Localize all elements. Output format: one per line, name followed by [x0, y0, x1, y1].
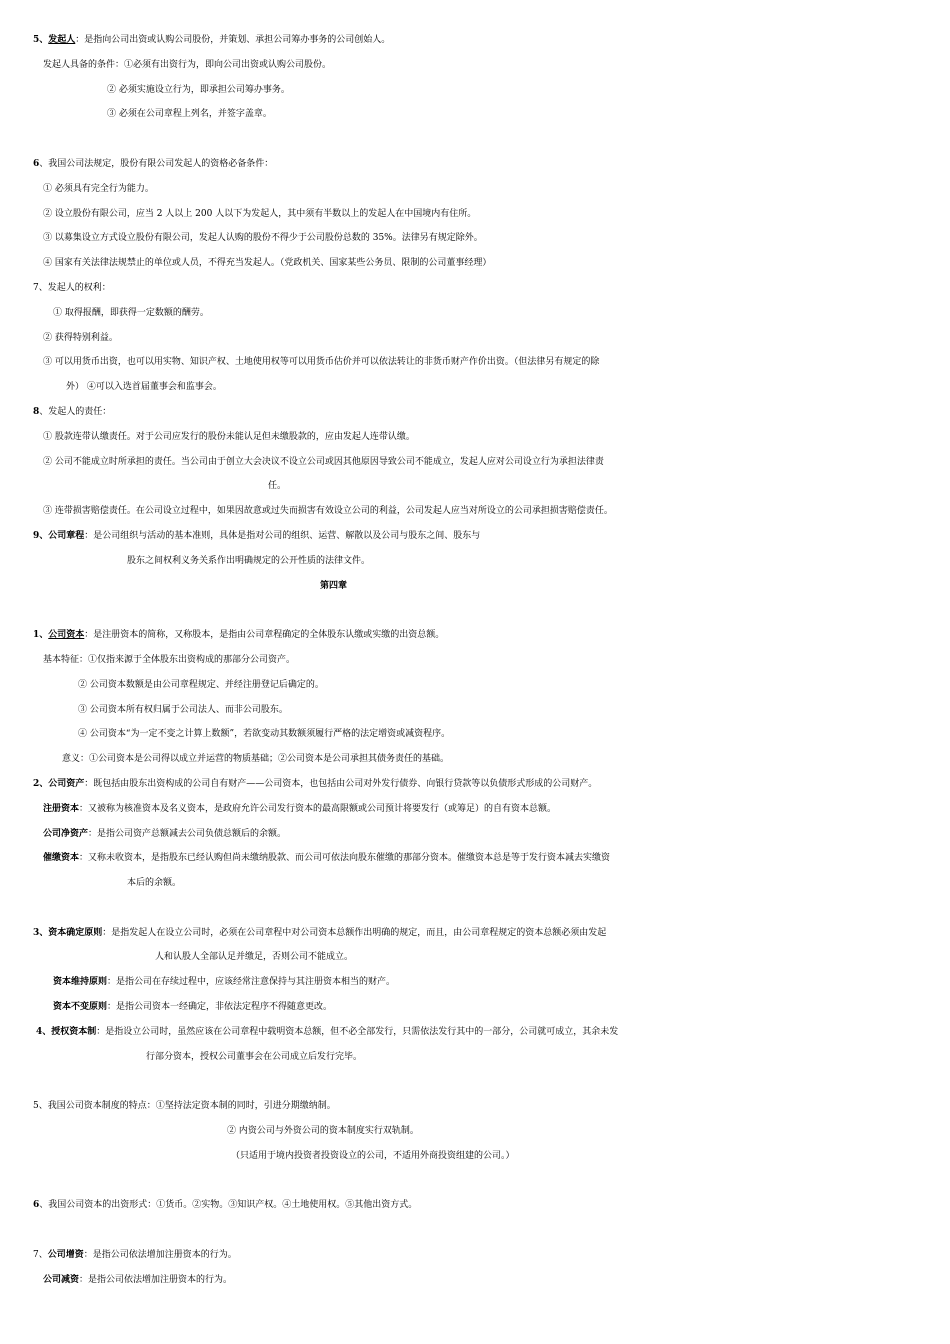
callable-capital-continued: 本后的余额。	[127, 878, 182, 889]
item-number: 5、	[33, 35, 49, 45]
heading-text: 、我国公司法规定，股份有限公司发起人的资格必备条件：	[39, 158, 274, 169]
duty-item-2: ② 公司不能成立时所承担的责任。当公司由于创立大会决议不设立公司或因其他原因导致公司不能成立，发起人应对公司设立行为承担法律责	[43, 456, 604, 467]
qualification-item-3: ③ 以募集设立方式设立股份有限公司，发起人认购的股份不得少于公司股份总数的 35%。法律另有规定除外。	[43, 233, 483, 244]
initiator-conditions: 发起人具备的条件：①必须有出资行为，即向公司出资或认购公司股份。	[43, 59, 332, 70]
para-5-initiator	[0, 28, 950, 53]
capital-feature-2: ② 公司资本数额是由公司章程规定、并经注册登记后确定的。	[78, 679, 324, 690]
capital-system-note: （只适用于境内投资者投资设立的公司，不适用外商投资组建的公司。）	[231, 1150, 515, 1161]
capital-decrease	[0, 1268, 950, 1293]
qualification-item-1: ① 必须具有完全行为能力。	[43, 183, 154, 194]
para-7-capital-increase	[0, 1243, 950, 1268]
definition-text: ：是指发起人在设立公司时，必须在公司章程中对公司资本总额作出明确的规定，而且，由公司章程规定的资本总额必须由发起	[102, 927, 607, 938]
definition-text: ：是指设立公司时，虽然应该在公司章程中载明资本总额，但不必全部发行，只需依法发行其中的一部分，公司就可成立，其余未发	[96, 1026, 619, 1037]
duty-item-2-continued: 任。	[268, 481, 287, 492]
item-number: 6	[33, 1200, 40, 1211]
term-callable-capital: 催缴资本	[43, 853, 80, 864]
condition-item-2: ② 必须实施设立行为，即承担公司筹办事务。	[107, 84, 290, 95]
para-9-continued: 股东之间权利义务关系作出明确规定的公开性质的法律文件。	[127, 555, 371, 566]
qualification-item-2: ② 设立股份有限公司，应当 2 人以上 200 人以下为发起人，其中须有半数以上的发起人在中国境内有住所。	[43, 208, 477, 219]
definition-text: ：又称未收资本，是指股东已经认购但尚未缴纳股款、而公司可依法向股东催缴的那部分资本。催缴资本总是等于发行资本减去实缴资	[79, 853, 611, 864]
capital-system-item-2: ② 内资公司与外资公司的资本制度实行双轨制。	[227, 1126, 419, 1137]
para-6-contribution-forms	[0, 1193, 950, 1218]
rights-item-3: ③ 可以用货币出资，也可以用实物、知识产权、土地使用权等可以用货币估价并可以依法转让的非货币财产作价出资。（但法律另有规定的除	[43, 357, 600, 368]
para-6-qualifications	[0, 152, 950, 177]
registered-capital	[0, 797, 950, 822]
definition-text: ：是公司组织与活动的基本准则，具体是指对公司的组织、运营、解散以及公司与股东之间、股东与	[84, 530, 481, 541]
term-capital-decrease: 公司减资	[43, 1274, 80, 1285]
item-number: 4、	[36, 1026, 52, 1037]
item-number: 9、	[33, 530, 49, 541]
heading-text: 、我国公司资本的出资形式：①货币。②实物。③知识产权。④土地使用权。⑤其他出资方式。	[39, 1200, 418, 1211]
duty-item-1: ① 股款连带认缴责任。对于公司应发行的股份未能认足但未缴股款的，应由发起人连带认缴。	[43, 431, 415, 442]
item-number: 8	[33, 406, 40, 417]
rights-item-3-continued: 外） ④可以入选首届董事会和监事会。	[66, 382, 222, 393]
chapter-heading: 第四章	[320, 580, 348, 591]
item-number: 6	[33, 158, 40, 169]
heading-text: 、发起人的责任：	[39, 406, 112, 417]
para-9-articles	[0, 524, 950, 549]
term-articles: 公司章程	[48, 530, 85, 541]
para-3-continued: 人和认股人全部认足并缴足，否则公司不能成立。	[155, 952, 354, 963]
condition-item-3: ③ 必须在公司章程上列名，并签字盖章。	[107, 109, 272, 120]
term-capital-maintenance: 资本维持原则	[53, 977, 108, 988]
capital-invariance	[0, 995, 950, 1020]
term-capital-invariance: 资本不变原则	[53, 1002, 108, 1013]
item-number: 3、	[33, 927, 49, 938]
item-number: 1、	[33, 630, 49, 641]
definition-text: ：是指公司依法增加注册资本的行为。	[79, 1274, 233, 1285]
definition-text: ：是指公司资本一经确定，非依法定程序不得随意更改。	[107, 1002, 333, 1013]
capital-significance: 意义：①公司资本是公司得以成立并运营的物质基础；②公司资本是公司承担其债务责任的基础。	[62, 754, 450, 765]
item-number: 2、	[33, 778, 49, 789]
document-page	[0, 28, 950, 1293]
para-1-capital	[0, 623, 950, 648]
para-2-assets	[0, 772, 950, 797]
term-authorized-capital: 授权资本制	[51, 1026, 97, 1037]
rights-item-1: ① 取得报酬，即获得一定数额的酬劳。	[53, 307, 209, 318]
para-8-duties	[0, 400, 950, 425]
para-4-authorized-capital	[0, 1020, 950, 1045]
definition-text: ：是指公司在存续过程中，应该经常注意保持与其注册资本相当的财产。	[107, 977, 396, 988]
term-initiator: 发起人	[48, 35, 76, 45]
qualification-item-4: ④ 国家有关法律法规禁止的单位或人员，不得充当发起人。（党政机关、国家某些公务员、限制的公司董事经理）	[43, 258, 492, 269]
definition-text: ：是指公司依法增加注册资本的行为。	[83, 1250, 237, 1261]
term-capital-increase: 公司增资	[47, 1250, 84, 1261]
duty-item-3: ③ 连带损害赔偿责任。在公司设立过程中，如果因故意或过失而损害有效设立公司的利益，公司发起人应当对所设立的公司承担损害赔偿责任。	[43, 506, 613, 517]
para-3-capital-determination	[0, 921, 950, 946]
para-7-rights-heading: 7、发起人的权利：	[33, 282, 111, 293]
capital-maintenance	[0, 970, 950, 995]
definition-text: ：是指公司资产总额减去公司负债总额后的余额。	[88, 828, 287, 839]
definition-text: ：是注册资本的简称，又称股本，是指由公司章程确定的全体股东认缴或实缴的出资总额。	[84, 630, 445, 641]
callable-capital	[0, 846, 950, 871]
net-assets	[0, 822, 950, 847]
term-net-assets: 公司净资产	[43, 828, 89, 839]
definition-text: ：既包括由股东出资构成的公司自有财产——公司资本，也包括由公司对外发行债券、向银行贷款等以负债形式形成的公司财产。	[84, 778, 598, 789]
para-5-capital-system: 5、我国公司资本制度的特点：①坚持法定资本制的同时，引进分期缴纳制。	[33, 1101, 336, 1112]
term-registered-capital: 注册资本	[43, 803, 80, 814]
term-capital-determination: 资本确定原则	[48, 927, 103, 938]
capital-feature-4: ④ 公司资本“为一定不变之计算上数额”，若欲变动其数额须履行严格的法定增资或减资程序。	[78, 729, 451, 740]
para-4-continued: 行部分资本，授权公司董事会在公司成立后发行完毕。	[146, 1051, 363, 1062]
item-number: 7、	[33, 1250, 48, 1261]
definition-text: ：是指向公司出资或认购公司股份，并策划、承担公司筹办事务的公司创始人。	[75, 35, 391, 45]
term-assets: 公司资产	[48, 778, 85, 789]
capital-features: 基本特征：①仅指来源于全体股东出资构成的那部分公司资产。	[43, 654, 296, 665]
capital-feature-3: ③ 公司资本所有权归属于公司法人、而非公司股东。	[78, 704, 288, 715]
definition-text: ：又被称为核准资本及名义资本，是政府允许公司发行资本的最高限额或公司预计将要发行（或筹足）的自有资本总额。	[79, 803, 557, 814]
rights-item-2: ② 获得特别利益。	[43, 332, 118, 343]
term-capital: 公司资本	[48, 630, 85, 641]
